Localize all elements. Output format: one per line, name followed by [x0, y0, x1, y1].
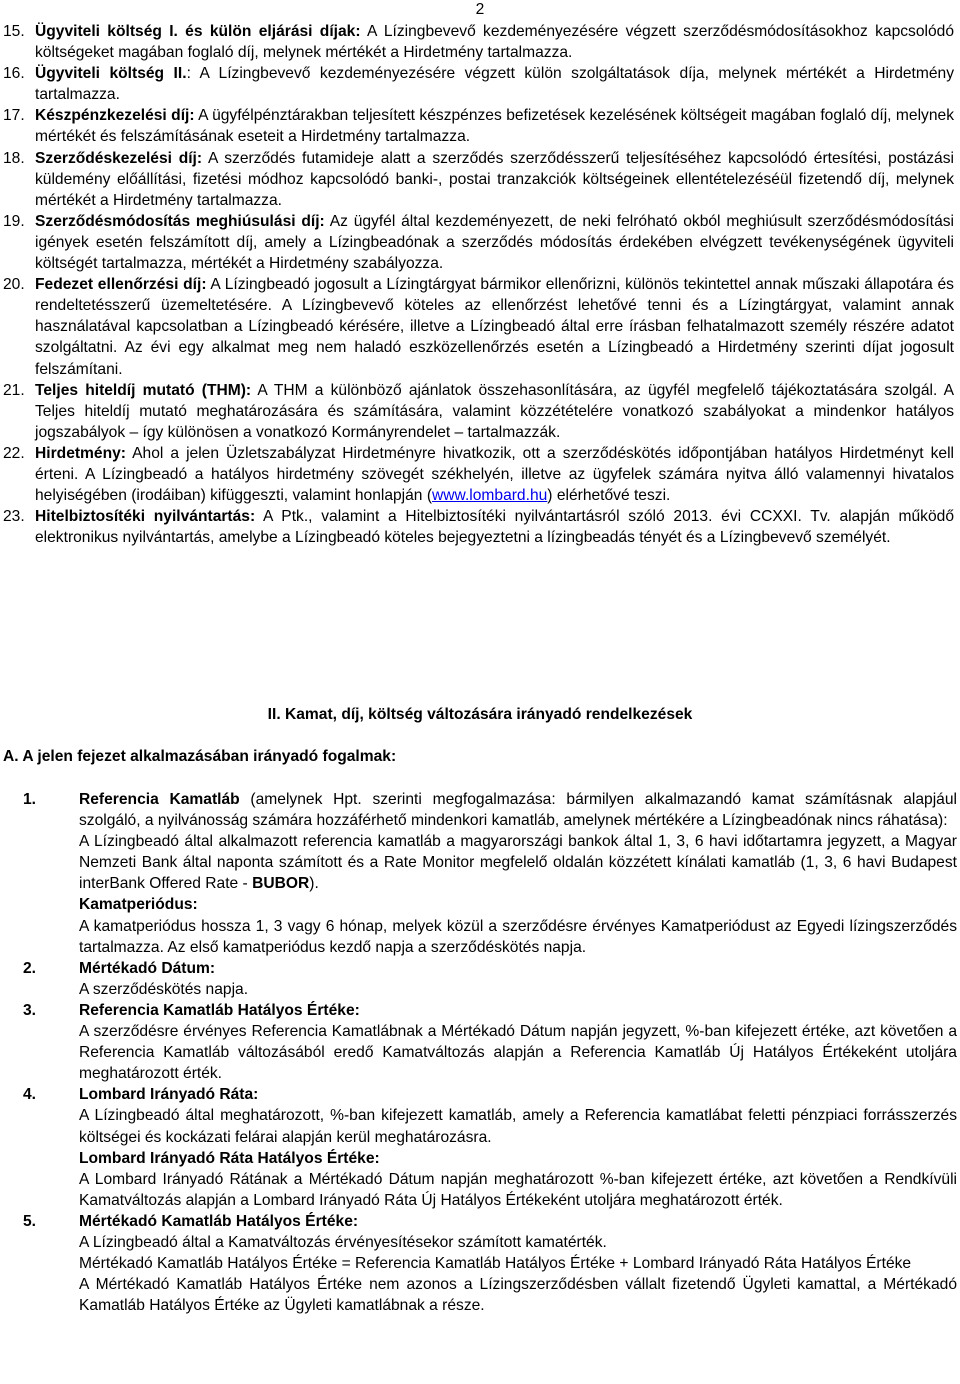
- definition-text-after-link: ) elérhetővé teszi.: [547, 487, 671, 505]
- term-item-mertekado-datum: [23, 958, 957, 1000]
- term-body: A Mértékadó Kamatláb Hatályos Értéke nem azonos a Lízingszerződésben vállalt fizetendő Ügyleti kamattal, a Mértékadó Kamatláb Hatályos Értéke az Ügyleti kamatlábnak a része.: [79, 1276, 957, 1315]
- terms-list: [23, 789, 957, 1316]
- definition-term: Teljes hiteldíj mutató (THM):: [35, 381, 252, 399]
- definition-term: Készpénzkezelési díj:: [35, 107, 195, 125]
- term-body: A Lízingbeadó által meghatározott, %-ban kifejezett kamatláb, amely a Referencia kamatlábat feletti pénzpiaci forrásszerzés költségei és kockázati felárai alapján kerül meghatározásra.: [79, 1107, 957, 1146]
- definition-item: [3, 274, 954, 379]
- term-title: Referencia Kamatláb Hatályos Értéke:: [79, 1001, 360, 1019]
- definition-text: A ügyfélpénztárakban teljesített készpénzes befizetések kezelésének költségeit magában foglaló díj, melynek mértékét és felszámításának eseteit a Hirdetmény tartalmazza.: [35, 107, 954, 146]
- definition-text: Ahol a jelen Üzletszabályzat Hirdetményre hivatkozik, ott a szerződéskötés időpontjában hatályos Hirdetményt kell érteni. A Lízingbeadó a hatályos hirdetmény szövegét székhelyén, illetve az ügyfelek számára nyitva álló valamennyi hivatalos helyiségében (irodáiban) kifüggeszti, valamint honlapján (: [35, 444, 954, 505]
- definition-number: 18.: [3, 149, 25, 167]
- term-body: A Lízingbeadó által a Kamatváltozás érvényesítésekor számított kamatérték.: [79, 1233, 607, 1251]
- definitions-list: [3, 21, 954, 548]
- definition-term: Ügyviteli költség I. és külön eljárási díjak:: [35, 23, 361, 40]
- term-body: A szerződéskötés napja.: [79, 980, 249, 998]
- definition-item: [3, 380, 954, 443]
- subsection-title: A. A jelen fejezet alkalmazásában irányadó fogalmak:: [3, 748, 397, 765]
- definition-number: 20.: [3, 276, 25, 294]
- definition-text: Az ügyfél által kezdeményezett, de neki felróható okból meghiúsult szerződésmódosítási igények esetén felszámított díj, amely a Lízingbeadónak a szerződés módosítás érdekében elvégzett tevékenységének ügyviteli költségét tartalmazza, mértékét a Hirdetmény szabályozza.: [35, 212, 954, 273]
- term-number: 1.: [23, 791, 37, 808]
- definition-number: 21.: [3, 381, 25, 399]
- definition-text: A THM a különböző ajánlatok összehasonlítására, az ügyfél megfelelő tájékoztatására szolgál. A Teljes hiteldíj mutató meghatározására és számítására, valamint közzétételére vonatkozó szabályokat a mindenkor hatályos jogszabályok – így különösen a vonatkozó Kormányrendelet – tartalmazzák.: [35, 381, 955, 441]
- section-title: II. Kamat, díj, költség változására irányadó rendelkezések: [267, 706, 693, 723]
- term-item-mertekado-kamatlab: [23, 1211, 957, 1316]
- definition-term: Hirdetmény:: [35, 444, 126, 462]
- definition-text: A Lízingbevevő kezdeményezésére végzett szerződésmódosításokhoz kapcsolódó költségeket magában foglaló díj, melynek mértékét a Hirdetmény tartalmazza.: [35, 23, 954, 62]
- term-title: Mértékadó Kamatláb Hatályos Értéke:: [79, 1212, 359, 1230]
- term-title: Lombard Irányadó Ráta:: [79, 1086, 259, 1104]
- term-subtitle: Lombard Irányadó Ráta Hatályos Értéke:: [79, 1149, 380, 1167]
- definition-item: [3, 63, 954, 105]
- definition-item: [3, 443, 954, 506]
- term-body: A Lombard Irányadó Rátának a Mértékadó Dátum napján meghatározott %-ban kifejezett értéke, azt követően a Rendkívüli Kamatváltozás alapján a Lombard Irányadó Ráta Új Hatályos Értékeként utoljára meghatározott érték.: [79, 1170, 957, 1209]
- bubor-label: BUBOR: [252, 875, 310, 893]
- term-number: 3.: [23, 1001, 37, 1019]
- term-body: A szerződésre érvényes Referencia Kamatlábnak a Mértékadó Dátum napján jegyzett, %-ban kifejezett értéke, azt követően a Referencia Kamatláb változásából eredő Kamatváltozás alapján a Referencia Kamatláb Új Hatályos Értékeként utoljára meghatározott érték.: [79, 1023, 957, 1083]
- term-title: Mértékadó Dátum:: [79, 959, 216, 977]
- definition-text: A Ptk., valamint a Hitelbiztosítéki nyilvántartásról szóló 2013. évi CCXXI. Tv. alapján működő elektronikus nyilvántartás, amelybe a Lízingbeadó köteles bejegyeztetni a lízingbeadás tényét és a Lízingbevevő személyét.: [35, 508, 954, 547]
- term-item-referencia-kamatlab: [23, 789, 957, 958]
- term-number: 5.: [23, 1212, 37, 1230]
- definition-item: [3, 211, 954, 274]
- page-number: 2: [475, 1, 485, 18]
- definition-text: : A Lízingbevevő kezdeményezésére végzett külön szolgáltatások díja, melynek mértékét a Hirdetmény tartalmazza.: [35, 65, 954, 104]
- definition-number: 22.: [3, 444, 25, 462]
- definition-text: A Lízingbeadó jogosult a Lízingtárgyat bármikor ellenőrizni, különös tekintettel annak műszaki állapotára és rendeltetésszerű üzemeltetésére. A Lízingbevevő köteles az ellenőrzést lehetővé tenni és a Lízingtárgyat, valamint annak használatával kapcsolatban a Lízingbeadó kérésére, illetve a Lízingbeadó által erre írásban felhatalmazott személy részére adatot szolgáltatni. Az évi egy alkalmat meg nem haladó eszközellenőrzés esetén a Lízingbeadó a Hirdetmény szerinti díjat jogosult felszámítani.: [35, 276, 954, 378]
- term-formula: Mértékadó Kamatláb Hatályos Értéke = Referencia Kamatláb Hatályos Értéke + Lombard Irányadó Ráta Hatályos Értéke: [79, 1255, 912, 1273]
- term-item-lombard-iranyado-rata: [23, 1084, 957, 1211]
- definition-item: [3, 105, 954, 147]
- term-number: 4.: [23, 1086, 37, 1104]
- definition-number: 19.: [3, 212, 25, 230]
- definition-item: [3, 148, 954, 211]
- definition-term: Szerződésmódosítás meghiúsulási díj:: [35, 212, 325, 230]
- definition-number: 15.: [3, 23, 25, 40]
- definition-text: A szerződés futamideje alatt a szerződés szerződésszerű teljesítéséhez kapcsolódó értesítési, postázási küldemény előállítási, fizetési módhoz kapcsolódó banki-, postai tranzakciók költségeinek ellentételezéséül fizetendő díj, melynek mértékét a Hirdetmény tartalmazza.: [35, 149, 954, 209]
- definition-term: Fedezet ellenőrzési díj:: [35, 276, 207, 294]
- term-number: 2.: [23, 959, 37, 977]
- term-body: A kamatperiódus hossza 1, 3 vagy 6 hónap, melyek közül a szerződésre érvényes Kamatperiódust az Egyedi lízingszerződés tartalmazza. Az első kamatperiódus kezdő napja a szerződéskötés napja.: [79, 917, 957, 956]
- definition-term: Hitelbiztosítéki nyilvántartás:: [35, 508, 256, 526]
- definition-item: [3, 21, 954, 63]
- definition-term: Ügyviteli költség II.: [35, 65, 187, 83]
- definition-term: Szerződéskezelési díj:: [35, 149, 203, 167]
- definition-item: [3, 506, 954, 548]
- term-item-referencia-hatalyos-erteke: [23, 1000, 957, 1084]
- definition-number: 23.: [3, 508, 25, 526]
- term-head-text: (amelynek Hpt. szerinti megfogalmazása: bármilyen alkalmazandó kamat számításnak alapjául szolgáló, a nyilvánosság számára hozzáférhető mindenkori kamatláb, amelynek mértékére a Lízingbeadónak nincs ráhatása):: [79, 791, 957, 830]
- term-subtitle: Kamatperiódus:: [79, 896, 198, 914]
- lombard-website-link[interactable]: www.lombard.hu: [432, 487, 548, 505]
- term-title: Referencia Kamatláb: [79, 791, 240, 808]
- definition-number: 16.: [3, 65, 25, 83]
- term-body: A Lízingbeadó által alkalmazott referencia kamatláb a magyarországi bankok által 1, 3, 6 havi időtartamra jegyzett, a Magyar Nemzeti Bank által naponta számított és a Rate Monitor megfelelő oldalán közzétett kínálati kamatláb (1, 3, 6 havi Budapest interBank Offered Rate - BUBOR).: [79, 833, 957, 893]
- definition-number: 17.: [3, 107, 25, 125]
